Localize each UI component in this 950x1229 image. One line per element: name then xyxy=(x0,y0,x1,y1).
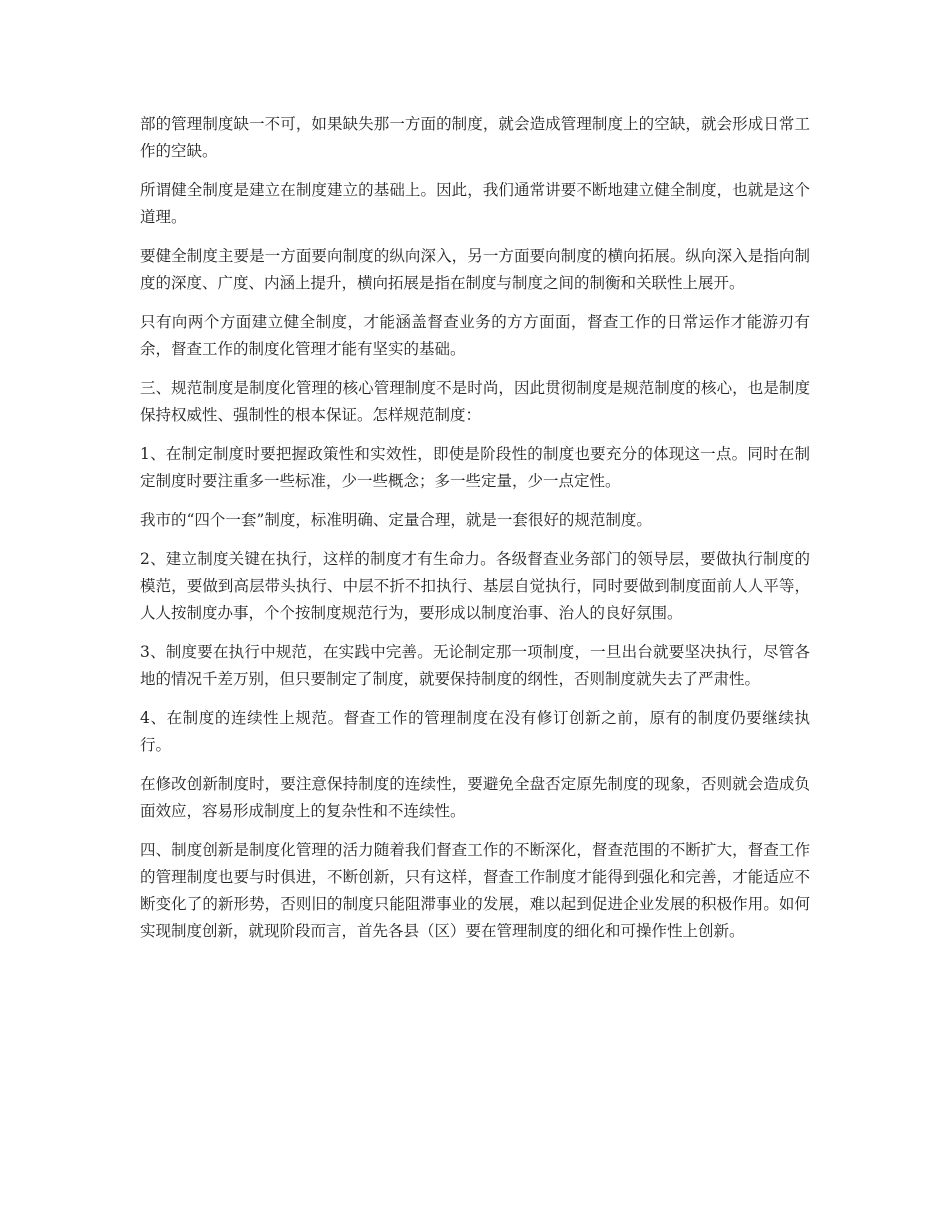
paragraph-6: 1、在制定制度时要把握政策性和实效性，即使是阶段性的制度也要充分的体现这一点。同时在制定制度时要注重多一些标准，少一些概念；多一些定量，少一点定性。 xyxy=(140,445,810,490)
paragraph-3: 要健全制度主要是一方面要向制度的纵向深入，另一方面要向制度的横向拓展。纵向深入是指向制度的深度、广度、内涵上提升，横向拓展是指在制度与制度之间的制衡和关联性上展开。 xyxy=(140,247,810,292)
paragraph-8: 2、建立制度关键在执行，这样的制度才有生命力。各级督查业务部门的领导层，要做执行制度的模范，要做到高层带头执行、中层不折不扣执行、基层自觉执行，同时要做到制度面前人人平等，人人按制度办事，个个按制度规范行为，要形成以制度治事、治人的良好氛围。 xyxy=(140,550,810,622)
paragraph-5: 三、规范制度是制度化管理的核心管理制度不是时尚，因此贯彻制度是规范制度的核心，也是制度保持权威性、强制性的根本保证。怎样规范制度： xyxy=(140,379,810,424)
paragraph-11: 在修改创新制度时，要注意保持制度的连续性，要避免全盘否定原先制度的现象，否则就会造成负面效应，容易形成制度上的复杂性和不连续性。 xyxy=(140,775,810,820)
paragraph-1: 部的管理制度缺一不可，如果缺失那一方面的制度，就会造成管理制度上的空缺，就会形成日常工作的空缺。 xyxy=(140,115,810,160)
document-page xyxy=(140,111,810,957)
paragraph-12: 四、制度创新是制度化管理的活力随着我们督查工作的不断深化，督查范围的不断扩大，督查工作的管理制度也要与时俱进，不断创新，只有这样，督查工作制度才能得到强化和完善，才能适应不断变化了的新形势，否则旧的制度只能阻滞事业的发展，难以起到促进企业发展的积极作用。如何实现制度创新，就现阶段而言，首先各县（区）要在管理制度的细化和可操作性上创新。 xyxy=(140,841,810,940)
paragraph-9: 3、制度要在执行中规范，在实践中完善。无论制定那一项制度，一旦出台就要坚决执行，尽管各地的情况千差万别，但只要制定了制度，就要保持制度的纲性，否则制度就失去了严肃性。 xyxy=(140,643,810,688)
paragraph-4: 只有向两个方面建立健全制度，才能涵盖督查业务的方方面面，督查工作的日常运作才能游刃有余，督查工作的制度化管理才能有坚实的基础。 xyxy=(140,313,810,358)
paragraph-10: 4、在制度的连续性上规范。督查工作的管理制度在没有修订创新之前，原有的制度仍要继续执行。 xyxy=(140,709,810,754)
paragraph-2: 所谓健全制度是建立在制度建立的基础上。因此，我们通常讲要不断地建立健全制度，也就是这个道理。 xyxy=(140,181,810,226)
paragraph-7: 我市的“四个一套”制度，标准明确、定量合理，就是一套很好的规范制度。 xyxy=(140,511,652,529)
